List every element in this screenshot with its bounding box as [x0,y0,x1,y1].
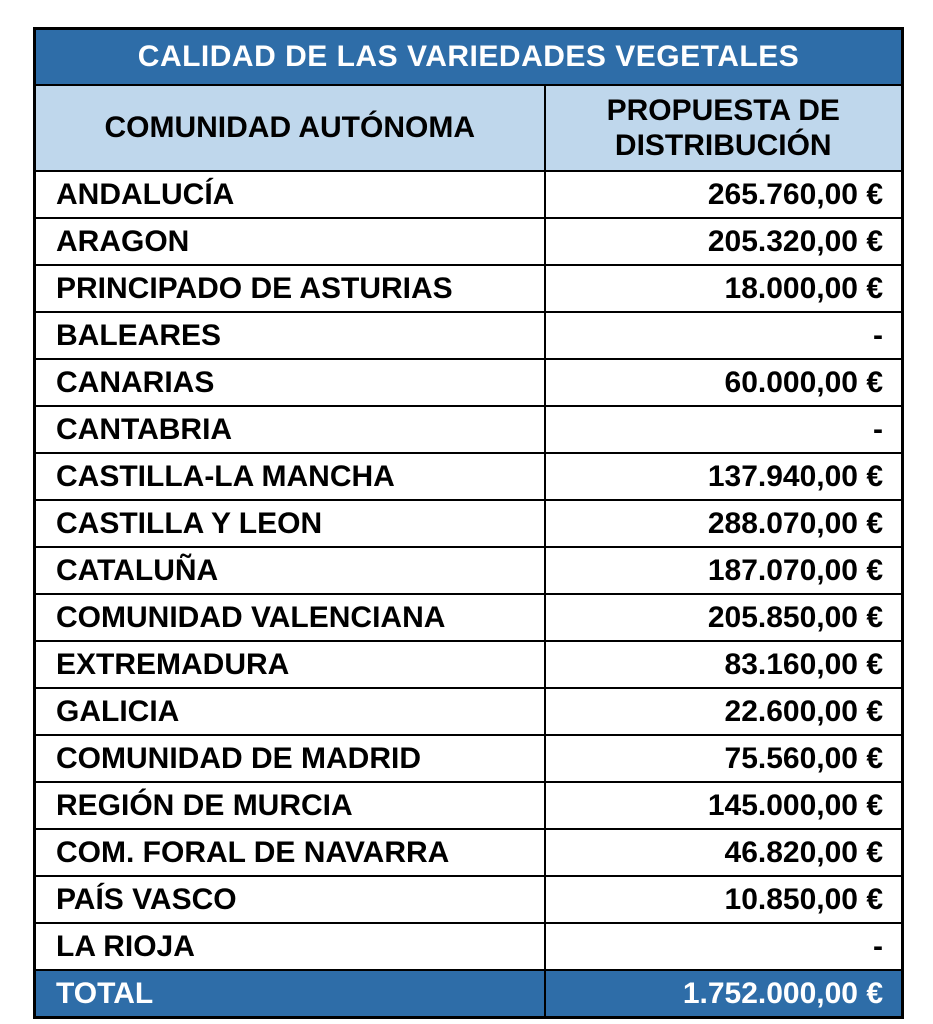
table-row [35,876,903,923]
region-cell: PRINCIPADO DE ASTURIAS [35,265,545,312]
amount-cell: 145.000,00 € [545,782,903,829]
table-row [35,829,903,876]
column-header-propuesta-distribucion: PROPUESTA DE DISTRIBUCIÓN [545,85,903,171]
region-cell: COM. FORAL DE NAVARRA [35,829,545,876]
region-cell: EXTREMADURA [35,641,545,688]
table-row [35,453,903,500]
table-row [35,688,903,735]
region-cell: GALICIA [35,688,545,735]
table-row [35,641,903,688]
table-row [35,923,903,970]
region-cell: CASTILLA-LA MANCHA [35,453,545,500]
table-row [35,406,903,453]
table-title: CALIDAD DE LAS VARIEDADES VEGETALES [35,29,903,86]
amount-cell: 18.000,00 € [545,265,903,312]
title-row [35,29,903,86]
table-row [35,218,903,265]
total-amount: 1.752.000,00 € [545,970,903,1018]
amount-cell: 265.760,00 € [545,171,903,218]
table-row [35,359,903,406]
region-cell: PAÍS VASCO [35,876,545,923]
table-row [35,547,903,594]
column-header-comunidad-autonoma: COMUNIDAD AUTÓNOMA [35,85,545,171]
amount-cell: 137.940,00 € [545,453,903,500]
quality-varieties-distribution-table [33,27,904,1019]
region-cell: BALEARES [35,312,545,359]
amount-cell: 205.320,00 € [545,218,903,265]
region-cell: CANARIAS [35,359,545,406]
region-cell: CANTABRIA [35,406,545,453]
amount-cell: 83.160,00 € [545,641,903,688]
total-row [35,970,903,1018]
table-row [35,735,903,782]
amount-cell: - [545,312,903,359]
region-cell: ARAGON [35,218,545,265]
table-row [35,594,903,641]
amount-cell: 22.600,00 € [545,688,903,735]
amount-cell: 288.070,00 € [545,500,903,547]
table-row [35,171,903,218]
table-row [35,312,903,359]
amount-cell: 60.000,00 € [545,359,903,406]
region-cell: CATALUÑA [35,547,545,594]
table-row [35,265,903,312]
amount-cell: - [545,406,903,453]
table-row [35,782,903,829]
table-row [35,500,903,547]
region-cell: COMUNIDAD VALENCIANA [35,594,545,641]
amount-cell: 205.850,00 € [545,594,903,641]
amount-cell: 75.560,00 € [545,735,903,782]
region-cell: REGIÓN DE MURCIA [35,782,545,829]
amount-cell: 187.070,00 € [545,547,903,594]
region-cell: COMUNIDAD DE MADRID [35,735,545,782]
region-cell: LA RIOJA [35,923,545,970]
total-label: TOTAL [35,970,545,1018]
region-cell: ANDALUCÍA [35,171,545,218]
column-header-row [35,85,903,171]
amount-cell: 46.820,00 € [545,829,903,876]
region-cell: CASTILLA Y LEON [35,500,545,547]
amount-cell: 10.850,00 € [545,876,903,923]
amount-cell: - [545,923,903,970]
